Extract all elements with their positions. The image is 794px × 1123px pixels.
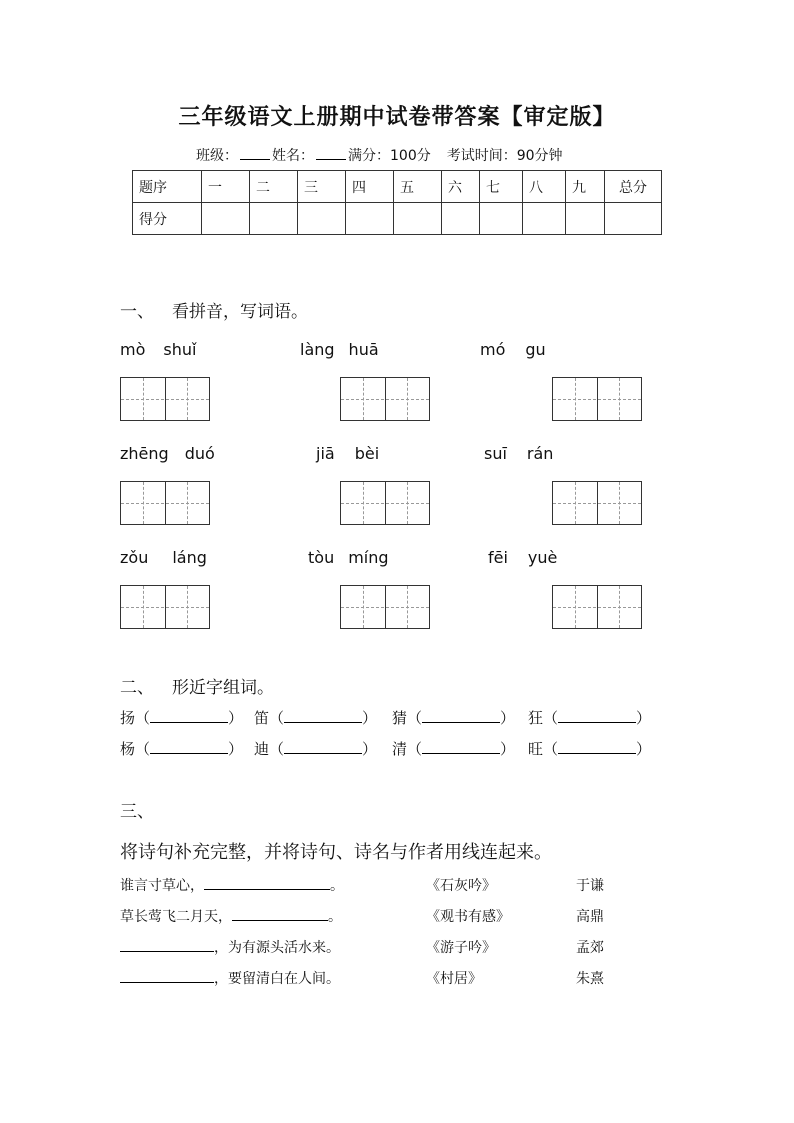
pinyin-syllable: mó: [480, 340, 506, 359]
word-group-char: 清（: [392, 740, 423, 758]
character-writing-box[interactable]: [552, 585, 642, 629]
pinyin-item: [480, 340, 546, 359]
poem-blank[interactable]: [120, 937, 214, 952]
score-cell[interactable]: [480, 203, 523, 235]
class-blank[interactable]: [240, 145, 270, 160]
bracket: ）: [228, 740, 244, 758]
pinyin-syllable: mò: [120, 340, 146, 359]
poem-title: 《观书有感》: [426, 909, 510, 925]
word-group-item: [254, 707, 377, 728]
poem-text: 草长莺飞二月天，: [120, 909, 232, 925]
word-group-item: [392, 738, 515, 759]
bracket: ）: [500, 740, 516, 758]
exam-info-line: [196, 145, 563, 165]
word-group-char: 笛（: [254, 709, 285, 727]
poem-blank[interactable]: [232, 906, 328, 921]
pinyin-syllable: shuǐ: [163, 340, 197, 359]
poem-author: 朱熹: [576, 971, 604, 987]
pinyin-item: [308, 548, 389, 567]
poem-text: 。: [330, 878, 344, 894]
pinyin-item: [120, 548, 207, 567]
page-title: 三年级语文上册期中试卷带答案【审定版】: [178, 104, 616, 130]
poem-line: [120, 875, 344, 895]
pinyin-syllable: huā: [348, 340, 379, 359]
table-cell: 得分: [133, 203, 202, 235]
table-cell: 五: [394, 171, 442, 203]
table-cell: 九: [566, 171, 605, 203]
poem-line: [120, 937, 340, 957]
pinyin-syllable: duó: [184, 444, 215, 463]
pinyin-syllable: làng: [300, 340, 335, 359]
character-writing-box[interactable]: [340, 585, 430, 629]
pinyin-syllable: yuè: [527, 548, 558, 567]
word-group-char: 迪（: [254, 740, 285, 758]
character-writing-box[interactable]: [340, 481, 430, 525]
section-number: 二、: [120, 678, 154, 698]
bracket: ）: [636, 709, 652, 727]
table-cell: 八: [523, 171, 566, 203]
score-cell[interactable]: [202, 203, 250, 235]
character-writing-box[interactable]: [120, 585, 210, 629]
pinyin-syllable: míng: [348, 548, 389, 567]
word-group-char: 狂（: [528, 709, 559, 727]
pinyin-syllable: suī: [484, 444, 507, 463]
section-title: 形近字组词。: [172, 678, 274, 698]
table-cell: 二: [250, 171, 298, 203]
poem-blank[interactable]: [204, 875, 330, 890]
character-writing-box[interactable]: [120, 377, 210, 421]
score-cell[interactable]: [566, 203, 605, 235]
poem-line: [120, 968, 340, 988]
word-blank[interactable]: [284, 739, 362, 754]
score-table: [132, 170, 662, 235]
pinyin-syllable: zǒu: [120, 548, 149, 567]
poem-line: [120, 906, 342, 926]
word-group-item: [254, 738, 377, 759]
bracket: ）: [636, 740, 652, 758]
word-blank[interactable]: [284, 708, 362, 723]
score-cell[interactable]: [394, 203, 442, 235]
exam-time-label: 考试时间：90分钟: [446, 148, 563, 164]
section-number: 三、: [120, 802, 154, 822]
pinyin-item: [488, 548, 557, 567]
poem-text: ，为有源头活水来。: [214, 940, 340, 956]
pinyin-item: [300, 340, 379, 359]
poem-text: 。: [328, 909, 342, 925]
word-group-item: [120, 738, 243, 759]
full-score-label: 满分：100分: [348, 148, 431, 164]
bracket: ）: [500, 709, 516, 727]
section-number: 一、: [120, 302, 154, 322]
pinyin-syllable: gu: [525, 340, 546, 359]
section-title: 看拼音，写词语。: [172, 302, 308, 322]
word-blank[interactable]: [422, 739, 500, 754]
pinyin-syllable: bèi: [354, 444, 380, 463]
word-group-char: 猜（: [392, 709, 423, 727]
word-group-char: 旺（: [528, 740, 559, 758]
poem-author: 孟郊: [576, 940, 604, 956]
table-cell: 总分: [605, 171, 662, 203]
pinyin-item: [316, 444, 379, 463]
table-cell: 三: [298, 171, 346, 203]
bracket: ）: [362, 709, 378, 727]
word-group-item: [528, 738, 651, 759]
word-group-char: 扬（: [120, 709, 151, 727]
table-cell: 四: [346, 171, 394, 203]
score-cell[interactable]: [605, 203, 662, 235]
score-cell[interactable]: [523, 203, 566, 235]
bracket: ）: [228, 709, 244, 727]
pinyin-syllable: láng: [172, 548, 207, 567]
word-group-item: [120, 707, 243, 728]
poem-title: 《村居》: [426, 971, 482, 987]
poem-text: ，要留清白在人间。: [214, 971, 340, 987]
pinyin-syllable: rán: [526, 444, 554, 463]
bracket: ）: [362, 740, 378, 758]
poem-title: 《石灰吟》: [426, 878, 496, 894]
word-group-char: 杨（: [120, 740, 151, 758]
word-group-item: [392, 707, 515, 728]
poem-text: 谁言寸草心，: [120, 878, 204, 894]
class-label: 班级：: [196, 148, 238, 164]
score-table-header-row: [133, 171, 662, 203]
character-writing-box[interactable]: [552, 481, 642, 525]
section3-heading: [120, 797, 154, 822]
word-blank[interactable]: [150, 739, 228, 754]
name-label: 姓名：: [272, 148, 314, 164]
poem-title: 《游子吟》: [426, 940, 496, 956]
character-writing-box[interactable]: [552, 377, 642, 421]
pinyin-syllable: tòu: [308, 548, 335, 567]
table-cell: 六: [442, 171, 480, 203]
pinyin-item: [120, 340, 196, 359]
table-cell: 题序: [133, 171, 202, 203]
score-cell[interactable]: [298, 203, 346, 235]
character-writing-box[interactable]: [120, 481, 210, 525]
poem-author: 于谦: [576, 878, 604, 894]
pinyin-item: [120, 444, 215, 463]
word-blank[interactable]: [558, 739, 636, 754]
pinyin-syllable: zhēng: [120, 444, 169, 463]
poem-author: 高鼎: [576, 909, 604, 925]
score-cell[interactable]: [346, 203, 394, 235]
section1-heading: [120, 297, 308, 322]
section2-heading: [120, 673, 274, 698]
character-writing-box[interactable]: [340, 377, 430, 421]
pinyin-syllable: fēi: [488, 548, 508, 567]
table-cell: 一: [202, 171, 250, 203]
word-blank[interactable]: [150, 708, 228, 723]
poem-blank[interactable]: [120, 968, 214, 983]
name-blank[interactable]: [316, 145, 346, 160]
pinyin-syllable: jiā: [316, 444, 335, 463]
word-blank[interactable]: [558, 708, 636, 723]
section3-instruction: 将诗句补充完整，并将诗句、诗名与作者用线连起来。: [120, 842, 552, 863]
table-cell: 七: [480, 171, 523, 203]
score-cell[interactable]: [442, 203, 480, 235]
score-table-score-row: [133, 203, 662, 235]
pinyin-item: [484, 444, 553, 463]
score-cell[interactable]: [250, 203, 298, 235]
word-blank[interactable]: [422, 708, 500, 723]
word-group-item: [528, 707, 651, 728]
